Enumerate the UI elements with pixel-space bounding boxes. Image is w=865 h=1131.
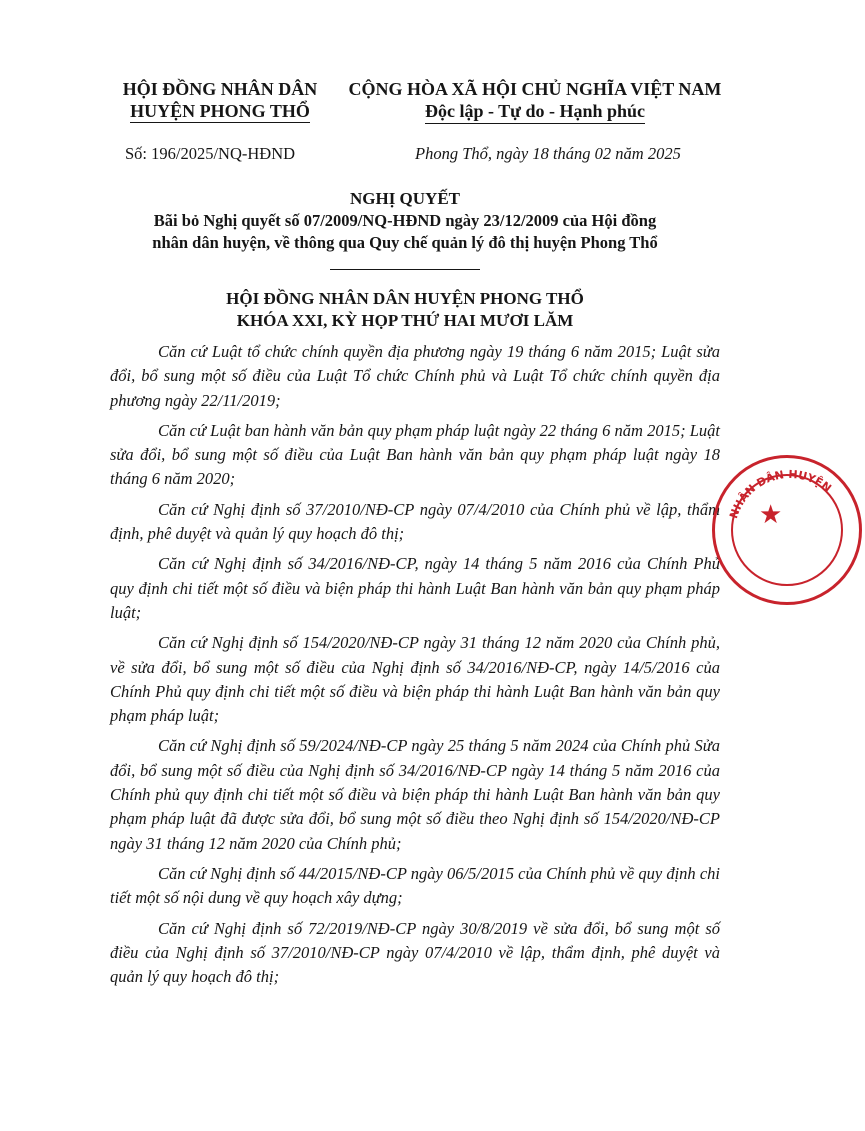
council-line1: HỘI ĐỒNG NHÂN DÂN HUYỆN PHONG THỔ [226,289,584,308]
preamble-paragraph: Căn cứ Luật ban hành văn bản quy phạm pháp luật ngày 22 tháng 6 năm 2015; Luật sửa đổi, bổ sung một số điều của Luật Ban hành văn bản quy phạm pháp luật ngày 18 tháng 6 năm 2020; [110,420,720,489]
issuing-authority [100,78,340,123]
authority-line1: HỘI ĐỒNG NHÂN DÂN [122,79,318,99]
council-heading [100,288,710,332]
preamble-paragraph: Căn cứ Nghị định số 34/2016/NĐ-CP, ngày 14 tháng 5 năm 2016 của Chính Phủ quy định chi tiết một số điều và biện pháp thi hành Luật Ban hành văn bản quy phạm pháp luật; [110,554,720,622]
title-underline [330,267,480,270]
national-motto [340,78,730,124]
preamble-paragraph: Căn cứ Nghị định số 37/2010/NĐ-CP ngày 07/4/2010 của Chính phủ về lập, thẩm định, phê duyệt và quản lý quy hoạch đô thị; [110,499,720,544]
title-subject-line1: Bãi bỏ Nghị quyết số 07/2009/NQ-HĐND ngày 23/12/2009 của Hội đồng [153,211,657,230]
preamble-paragraph: Căn cứ Nghị định số 59/2024/NĐ-CP ngày 25 tháng 5 năm 2024 của Chính phủ Sửa đổi, bổ sung một số điều của Nghị định số 34/2016/NĐ-CP ngày 14 tháng 5 năm 2016 của Chính phủ quy định chi tiết một số điều và biện pháp thi hành Luật Ban hành văn bản quy phạm pháp luật đã được sửa đổi, bổ sung một số điều theo Nghị định số 154/2020/NĐ-CP ngày 31 tháng 12 năm 2020 của Chính phủ; [110,736,720,853]
nation-line2: Độc lập - Tự do - Hạnh phúc [425,100,645,124]
preamble-body [110,340,720,995]
authority-line2: HUYỆN PHONG THỔ [130,101,310,121]
official-seal [712,455,862,605]
document-number: Số: 196/2025/NQ-HĐND [125,144,296,163]
seal-text: NHÂN DÂN HUYỆN [727,467,834,521]
council-line2: KHÓA XXI, KỲ HỌP THỨ HAI MƯƠI LĂM [236,311,574,330]
star-icon: ★ [759,500,783,530]
nation-line1: CỘNG HÒA XÃ HỘI CHỦ NGHĨA VIỆT NAM [348,79,722,99]
document-title [100,188,710,276]
place-date: Phong Thổ, ngày 18 tháng 02 năm 2025 [415,144,681,163]
seal-inner-ring [731,474,843,586]
preamble-paragraph: Căn cứ Luật tổ chức chính quyền địa phương ngày 19 tháng 6 năm 2015; Luật sửa đổi, bổ sung một số điều của Luật Tổ chức Chính phủ và Luật Tổ chức chính quyền địa phương ngày 22/11/2019; [110,342,720,410]
title-kind: NGHỊ QUYẾT [349,189,461,208]
preamble-paragraph: Căn cứ Nghị định số 72/2019/NĐ-CP ngày 30/8/2019 về sửa đổi, bổ sung một số điều của Nghị định số 37/2010/NĐ-CP ngày 07/4/2010 về lập, thẩm định, phê duyệt và quản lý quy hoạch đô thị; [110,918,720,987]
preamble-paragraph: Căn cứ Nghị định số 154/2020/NĐ-CP ngày 31 tháng 12 năm 2020 của Chính phủ, về sửa đổi, bổ sung một số điều của Nghị định số 34/2016/NĐ-CP, ngày 14/5/2016 của Chính Phủ quy định chi tiết một số điều và biện pháp thi hành Luật Ban hành văn bản quy phạm pháp luật; [110,633,720,726]
preamble-paragraph: Căn cứ Nghị định số 44/2015/NĐ-CP ngày 06/5/2015 của Chính phủ về quy định chi tiết một số nội dung về quy hoạch xây dựng; [110,863,720,908]
title-subject-line2: nhân dân huyện, về thông qua Quy chế quản lý đô thị huyện Phong Thổ [152,233,658,252]
